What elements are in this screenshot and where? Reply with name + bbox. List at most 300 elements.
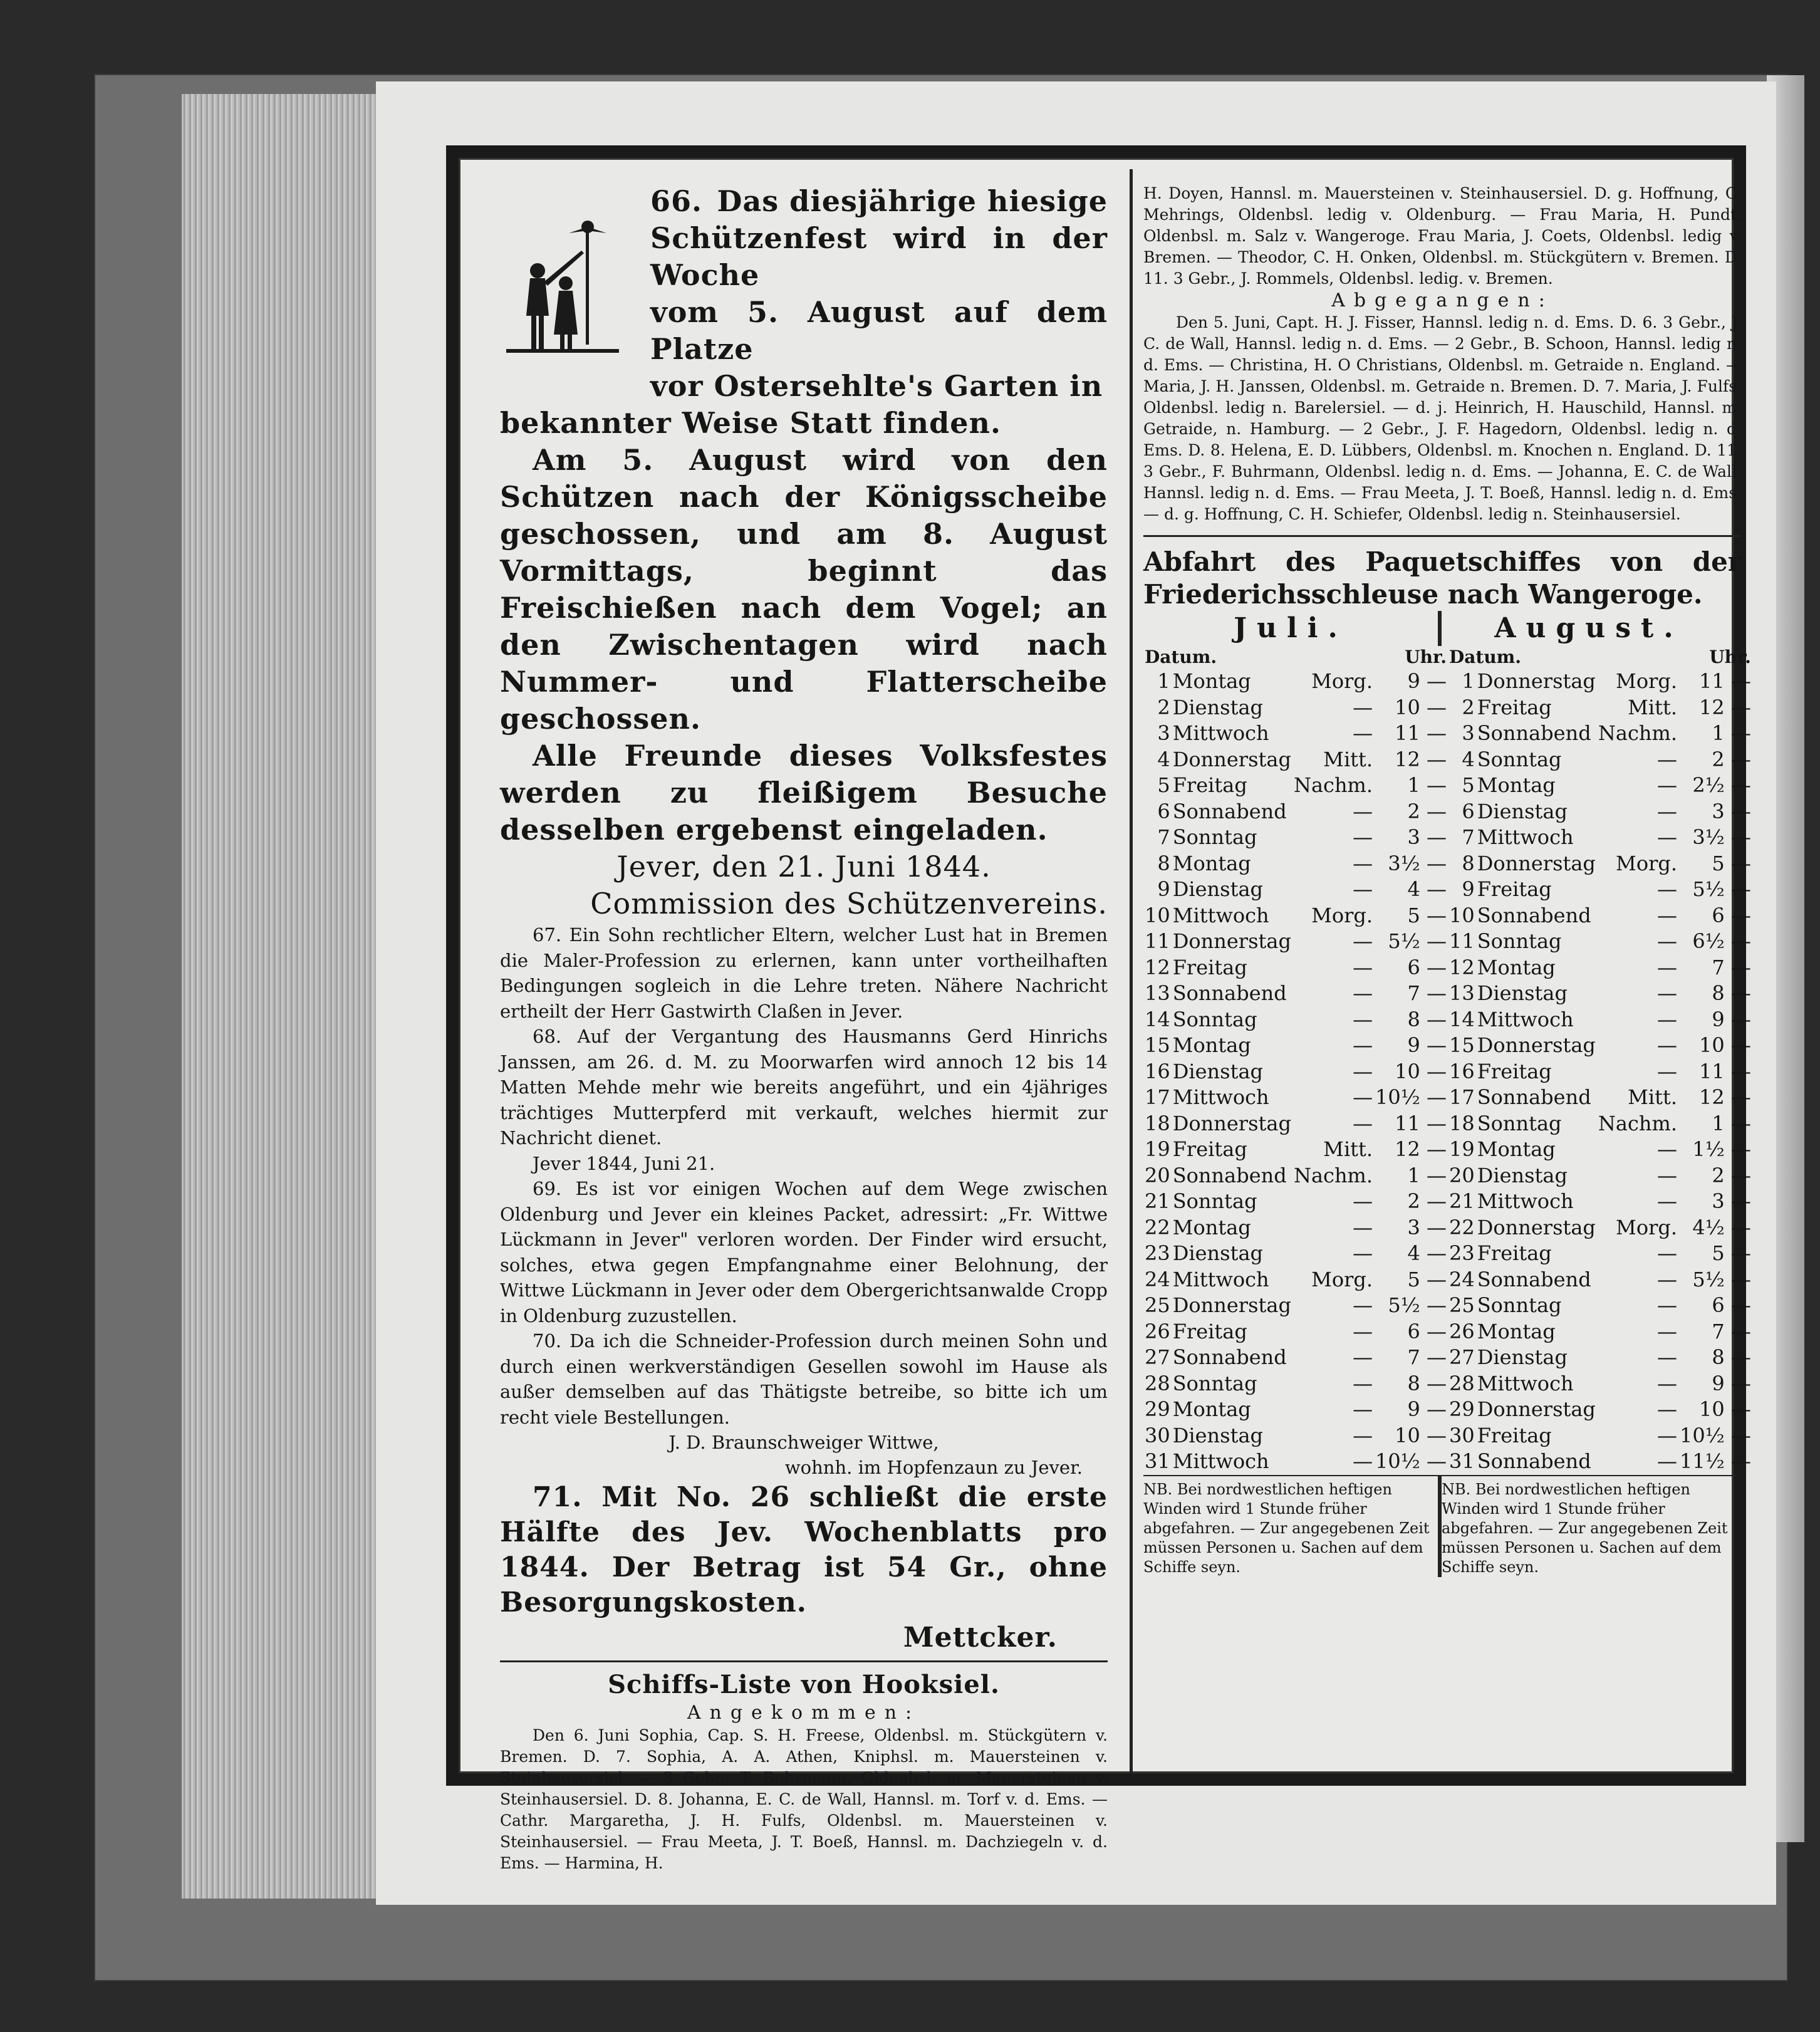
- table-header: [1143, 646, 1448, 669]
- hour: 2 —: [1407, 1189, 1447, 1213]
- table-row: [1448, 1085, 1752, 1111]
- day-number: 1: [1157, 669, 1170, 693]
- table-row: [1448, 1345, 1752, 1371]
- hour: 9 —: [1407, 669, 1447, 693]
- weekday: Sonntag: [1477, 1111, 1562, 1135]
- notice-line: Schützenfest wird in der Woche: [650, 221, 1108, 292]
- day-number: 31: [1145, 1449, 1170, 1473]
- day-number: 9: [1157, 877, 1170, 901]
- notice-paragraph: Am 5. August wird von den Schützen nach der Königsscheibe geschossen, und am 8. August Vormittags, beginnt das Freischießen nach dem Vogel; an den Zwischentagen wird nach Nummer- und Flatterscheibe geschossen.: [500, 443, 1108, 736]
- table-row: [1448, 1267, 1752, 1293]
- table-row: [1143, 1397, 1448, 1423]
- time-of-day: —: [1657, 1423, 1678, 1447]
- weekday: Donnerstag: [1477, 851, 1596, 875]
- time-of-day: —: [1353, 1111, 1373, 1135]
- day-number: 4: [1462, 747, 1475, 771]
- weekday: Sonnabend: [1477, 1267, 1591, 1291]
- table-row: [1143, 955, 1448, 981]
- col-uhr: Uhr.: [1405, 647, 1447, 667]
- hour: 1 —: [1407, 1163, 1447, 1187]
- hour: 5½ —: [1692, 1267, 1751, 1291]
- notice-68: 68. Auf der Vergantung des Hausmanns Gerd Hinrichs Janssen, am 26. d. M. zu Moorwarfen wird annoch 12 bis 14 Matten Mehde mehr wie bereits angeführt, und ein 4jähriges trächtiges Mutterpferd mit verkauft, welches hiermit zur Nachricht dienet.: [500, 1026, 1108, 1149]
- hour: 10 —: [1395, 1423, 1447, 1447]
- time-of-day: —: [1353, 929, 1373, 953]
- day-number: 19: [1145, 1137, 1170, 1161]
- day-number: 11: [1145, 929, 1170, 953]
- time-of-day: —: [1353, 1059, 1373, 1083]
- hour: 8 —: [1407, 1371, 1447, 1395]
- divider: [1143, 535, 1742, 537]
- hour: 9 —: [1712, 1371, 1751, 1395]
- table-row: [1143, 1449, 1448, 1475]
- hour: 3½ —: [1692, 825, 1751, 849]
- month-august: August.: [1494, 612, 1683, 644]
- weekday: Sonntag: [1477, 1293, 1562, 1317]
- table-row: [1448, 773, 1752, 799]
- weekday: Sonntag: [1172, 1007, 1257, 1031]
- day-number: 1: [1462, 669, 1475, 693]
- hour: 2 —: [1712, 747, 1751, 771]
- day-number: 2: [1157, 695, 1170, 719]
- day-number: 7: [1462, 825, 1475, 849]
- ships-departed-text: Den 5. Juni, Capt. H. J. Fisser, Hannsl. ledig n. d. Ems. D. 6. 3 Gebr., J. C. de Wall, Hannsl. ledig n. d. Ems. — 2 Gebr., B. Schoon, Hannsl. ledig n. d. Ems. — Christina, H. O Christians, Oldenbsl. m. Getraide n. England. — Maria, J. H. Janssen, Oldenbsl. m. Getraide n. Bremen. D. 7. Maria, J. Fulfs, Oldenbsl. ledig n. Barelersiel. — d. j. Heinrich, H. Hauschild, Hannsl. m. Getraide, n. Hamburg. — 2 Gebr., J. F. Hagedorn, Oldenbsl. ledig n. d. Ems. D. 8. Helena, E. D. Lübbers, Oldenbsl. m. Knochen n. England. D. 11. 3 Gebr., F. Buhrmann, Oldenbsl. ledig n. d. Ems. — Johanna, E. C. de Wall, Hannsl. ledig n. d. Ems. — Frau Meeta, J. T. Boeß, Hannsl. ledig n. d. Ems. — d. g. Hoffnung, C. H. Schiefer, Oldenbsl. ledig n. Steinhausersiel.: [1143, 313, 1742, 523]
- time-of-day: —: [1657, 773, 1678, 797]
- hour: 3½ —: [1388, 851, 1447, 875]
- time-of-day: —: [1657, 799, 1678, 823]
- table-row: [1448, 1397, 1752, 1423]
- marksmen-vignette-icon: [500, 208, 625, 358]
- time-of-day: —: [1657, 1163, 1678, 1187]
- time-of-day: —: [1353, 1397, 1373, 1421]
- table-row: [1448, 929, 1752, 955]
- weekday: Dienstag: [1172, 877, 1263, 901]
- time-of-day: Nachm.: [1598, 1111, 1678, 1135]
- time-of-day: —: [1353, 1085, 1373, 1109]
- hour: 7 —: [1407, 1345, 1447, 1369]
- hour: 10 —: [1699, 1033, 1751, 1057]
- hour: 7 —: [1712, 1319, 1751, 1343]
- weekday: Dienstag: [1172, 695, 1263, 719]
- table-row: [1143, 1033, 1448, 1059]
- weekday: Freitag: [1172, 773, 1247, 797]
- table-row: [1143, 1163, 1448, 1189]
- hour: 12 —: [1395, 747, 1447, 771]
- ships-arrived-text: Den 6. Juni Sophia, Cap. S. H. Freese, Oldenbsl. m. Stückgütern v. Bremen. D. 7. Sophia, A. A. Athen, Kniphsl. m. Mauersteinen v. Steinhausersiel. — 3 Gebr., T. Buhrmann, Oldenbsl. m. Mauersteinen v. Steinhausersiel. D. 8. Johanna, E. C. de Wall, Hannsl. m. Torf v. d. Ems. — Cathr. Margaretha, J. H. Fulfs, Oldenbsl. m. Mauersteinen v. Steinhausersiel. — Frau Meeta, J. T. Boeß, Hannsl. m. Dachziegeln v. d. Ems. — Harmina, H.: [500, 1726, 1108, 1872]
- weekday: Dienstag: [1477, 1163, 1568, 1187]
- timetable-august: [1448, 646, 1752, 1475]
- day-number: 9: [1462, 877, 1475, 901]
- day-number: 3: [1157, 721, 1170, 745]
- weekday: Mittwoch: [1172, 1449, 1269, 1473]
- weekday: Mittwoch: [1172, 1267, 1269, 1291]
- hour: 9 —: [1407, 1397, 1447, 1421]
- notice-line: vom 5. August auf dem Platze: [650, 295, 1108, 366]
- divider: [500, 1660, 1108, 1662]
- table-row: [1448, 877, 1752, 903]
- day-number: 29: [1145, 1397, 1170, 1421]
- weekday: Sonntag: [1477, 929, 1562, 953]
- table-row: [1143, 981, 1448, 1007]
- weekday: Dienstag: [1477, 1345, 1568, 1369]
- notice-70-address: wohnh. im Hopfenzaun zu Jever.: [784, 1457, 1083, 1478]
- table-row: [1143, 1241, 1448, 1267]
- hour: 1 —: [1407, 773, 1447, 797]
- weekday: Sonnabend: [1172, 799, 1287, 823]
- right-column: [1143, 183, 1751, 1762]
- time-of-day: —: [1657, 1293, 1678, 1317]
- weekday: Montag: [1172, 1215, 1251, 1239]
- day-number: 12: [1145, 955, 1170, 979]
- day-number: 18: [1145, 1111, 1170, 1135]
- ships-departed-heading: Abgegangen:: [1331, 289, 1554, 311]
- col-datum: Datum.: [1145, 647, 1217, 667]
- time-of-day: Nachm.: [1293, 1163, 1373, 1187]
- time-of-day: Mitt.: [1323, 747, 1373, 771]
- notice-line: bekannter Weise Statt finden.: [500, 406, 1001, 440]
- table-row: [1143, 1215, 1448, 1241]
- table-row: [1448, 903, 1752, 929]
- day-number: 28: [1145, 1371, 1170, 1395]
- day-number: 14: [1448, 1007, 1475, 1031]
- notice-71: 71. Mit No. 26 schließt die erste Hälfte des Jev. Wochenblatts pro 1844. Der Betrag ist 54 Gr., ohne Besorgungskosten.: [500, 1481, 1108, 1618]
- weekday: Dienstag: [1172, 1423, 1263, 1447]
- table-row: [1143, 1423, 1448, 1449]
- weekday: Mittwoch: [1477, 1007, 1574, 1031]
- hour: 4½ —: [1692, 1215, 1751, 1239]
- table-row: [1143, 773, 1448, 799]
- weekday: Dienstag: [1172, 1241, 1263, 1265]
- left-column: [500, 183, 1108, 1872]
- weekday: Sonnabend: [1172, 1163, 1287, 1187]
- time-of-day: —: [1353, 1371, 1373, 1395]
- page-edges: [182, 94, 390, 1899]
- day-number: 20: [1448, 1163, 1475, 1187]
- hour: 8 —: [1712, 1345, 1751, 1369]
- weekday: Dienstag: [1172, 1059, 1263, 1083]
- table-row: [1143, 1293, 1448, 1319]
- day-number: 12: [1448, 955, 1475, 979]
- day-number: 23: [1145, 1241, 1170, 1265]
- hour: 1 —: [1712, 1111, 1751, 1135]
- table-row: [1448, 981, 1752, 1007]
- time-of-day: —: [1353, 1215, 1373, 1239]
- weekday: Sonntag: [1172, 825, 1257, 849]
- hour: 10½ —: [1680, 1423, 1751, 1447]
- hour: 11 —: [1395, 1111, 1447, 1135]
- weekday: Montag: [1477, 773, 1556, 797]
- table-row: [1448, 1423, 1752, 1449]
- table-row: [1448, 695, 1752, 721]
- day-number: 5: [1462, 773, 1475, 797]
- hour: 3 —: [1407, 825, 1447, 849]
- notice-line: vor Ostersehlte's Garten in: [650, 369, 1103, 403]
- weekday: Sonntag: [1172, 1189, 1257, 1213]
- time-of-day: —: [1657, 1267, 1678, 1291]
- table-row: [1143, 1007, 1448, 1033]
- day-number: 25: [1145, 1293, 1170, 1317]
- weekday: Sonnabend: [1477, 1449, 1591, 1473]
- time-of-day: —: [1353, 825, 1373, 849]
- hour: 5½ —: [1692, 877, 1751, 901]
- day-number: 7: [1157, 825, 1170, 849]
- table-row: [1448, 1007, 1752, 1033]
- day-number: 13: [1145, 981, 1170, 1005]
- weekday: Freitag: [1172, 1137, 1247, 1161]
- hour: 10 —: [1699, 1397, 1751, 1421]
- hour: 12 —: [1395, 1137, 1447, 1161]
- hour: 2½ —: [1692, 773, 1751, 797]
- hour: 7 —: [1712, 955, 1751, 979]
- weekday: Donnerstag: [1172, 747, 1291, 771]
- weekday: Sonntag: [1477, 747, 1562, 771]
- time-of-day: Morg.: [1616, 851, 1678, 875]
- hour: 2 —: [1712, 1163, 1751, 1187]
- table-row: [1448, 1059, 1752, 1085]
- day-number: 24: [1448, 1267, 1475, 1291]
- time-of-day: Morg.: [1311, 1267, 1373, 1291]
- time-of-day: —: [1353, 1033, 1373, 1057]
- hour: 9 —: [1407, 1033, 1447, 1057]
- weekday: Freitag: [1477, 695, 1552, 719]
- hour: 3 —: [1712, 799, 1751, 823]
- hour: 11 —: [1699, 1059, 1751, 1083]
- day-number: 28: [1448, 1371, 1475, 1395]
- day-number: 21: [1145, 1189, 1170, 1213]
- table-row: [1448, 1241, 1752, 1267]
- time-of-day: —: [1353, 1241, 1373, 1265]
- timetable-juli: [1143, 646, 1448, 1475]
- col-datum: Datum.: [1448, 647, 1522, 667]
- weekday: Freitag: [1477, 1059, 1552, 1083]
- table-row: [1143, 825, 1448, 851]
- weekday: Mittwoch: [1172, 721, 1269, 745]
- time-of-day: —: [1657, 1241, 1678, 1265]
- hour: 11 —: [1395, 721, 1447, 745]
- hour: 11½ —: [1680, 1449, 1751, 1473]
- notice-68-date: Jever 1844, Juni 21.: [533, 1152, 715, 1174]
- table-row: [1448, 1371, 1752, 1397]
- day-number: 19: [1448, 1137, 1475, 1161]
- day-number: 22: [1448, 1215, 1475, 1239]
- day-number: 26: [1448, 1319, 1475, 1343]
- weekday: Montag: [1172, 1033, 1251, 1057]
- hour: 6 —: [1712, 903, 1751, 927]
- day-number: 24: [1145, 1267, 1170, 1291]
- weekday: Mittwoch: [1172, 1085, 1269, 1109]
- table-row: [1448, 799, 1752, 825]
- table-row: [1448, 1319, 1752, 1345]
- table-row: [1448, 721, 1752, 747]
- time-of-day: —: [1657, 1059, 1678, 1083]
- time-of-day: —: [1657, 981, 1678, 1005]
- notice-paragraph: Alle Freunde dieses Volksfestes werden zu fleißigem Besuche desselben ergebenst eingeladen.: [500, 739, 1108, 847]
- day-number: 21: [1448, 1189, 1475, 1213]
- weekday: Montag: [1172, 669, 1251, 693]
- weekday: Donnerstag: [1477, 1033, 1596, 1057]
- month-juli: Juli.: [1234, 612, 1348, 644]
- time-of-day: —: [1657, 1137, 1678, 1161]
- hour: 5 —: [1407, 1267, 1447, 1291]
- hour: 2 —: [1407, 799, 1447, 823]
- weekday: Sonnabend: [1477, 721, 1591, 745]
- day-number: 15: [1448, 1033, 1475, 1057]
- table-row: [1448, 1033, 1752, 1059]
- hour: 5½ —: [1388, 929, 1447, 953]
- column-rule: [1130, 169, 1133, 1773]
- ships-arrived-continued: H. Doyen, Hannsl. m. Mauersteinen v. Steinhausersiel. D. g. Hoffnung, C. Mehrings, Oldenbsl. ledig v. Oldenburg. — Frau Maria, H. Pundt, Oldenbsl. m. Salz v. Wangeroge. Frau Maria, J. Coets, Oldenbsl. ledig v. Bremen. — Theodor, C. H. Onken, Oldenbsl. m. Stückgütern v. Bremen. D. 11. 3 Gebr., J. Rommels, Oldenbsl. ledig. v. Bremen.: [1143, 184, 1742, 288]
- table-row: [1448, 1189, 1752, 1215]
- time-of-day: —: [1353, 1345, 1373, 1369]
- time-of-day: —: [1353, 1319, 1373, 1343]
- table-row: [1143, 799, 1448, 825]
- ships-arrived-heading: Angekommen:: [687, 1702, 921, 1724]
- weekday: Freitag: [1477, 1241, 1552, 1265]
- time-of-day: —: [1657, 1189, 1678, 1213]
- day-number: 30: [1448, 1423, 1475, 1447]
- notice-signature: Commission des Schützenvereins.: [590, 887, 1108, 920]
- day-number: 5: [1157, 773, 1170, 797]
- hour: 6 —: [1407, 955, 1447, 979]
- notice-71-signature: Mettcker.: [903, 1622, 1058, 1654]
- time-of-day: —: [1657, 1033, 1678, 1057]
- note-juli: NB. Bei nordwestlichen heftigen Winden wird 1 Stunde früher abgefahren. — Zur angegebenen Zeit müssen Personen u. Sachen auf dem Schiffe seyn.: [1143, 1475, 1438, 1577]
- table-row: [1448, 747, 1752, 773]
- weekday: Mittwoch: [1477, 825, 1574, 849]
- notice-line: Das diesjährige hiesige: [717, 184, 1108, 218]
- weekday: Dienstag: [1477, 981, 1568, 1005]
- day-number: 8: [1157, 851, 1170, 875]
- weekday: Donnerstag: [1172, 929, 1291, 953]
- day-number: 31: [1448, 1449, 1475, 1473]
- notice-70: 70. Da ich die Schneider-Profession durch meinen Sohn und durch einen werkverständigen Gesellen sowohl im Hause als außer demselben auf das Thätigste betreibe, so bitte ich um recht viele Bestellungen.: [500, 1330, 1108, 1428]
- time-of-day: Mitt.: [1323, 1137, 1373, 1161]
- table-row: [1448, 1215, 1752, 1241]
- hour: 6½ —: [1692, 929, 1751, 953]
- table-row: [1143, 721, 1448, 747]
- day-number: 29: [1448, 1397, 1475, 1421]
- hour: 6 —: [1712, 1293, 1751, 1317]
- table-row: [1143, 695, 1448, 721]
- notice-number: 66.: [650, 184, 703, 218]
- time-of-day: —: [1657, 903, 1678, 927]
- time-of-day: Nachm.: [1598, 721, 1678, 745]
- time-of-day: —: [1353, 1293, 1373, 1317]
- time-of-day: —: [1353, 721, 1373, 745]
- weekday: Dienstag: [1477, 799, 1568, 823]
- day-number: 15: [1145, 1033, 1170, 1057]
- notice-67: 67. Ein Sohn rechtlicher Eltern, welcher Lust hat in Bremen die Maler-Profession zu erlernen, kann unter vortheilhaften Bedingungen sogleich in die Lehre treten. Nähere Nachricht ertheilt der Herr Gastwirth Claßen in Jever.: [500, 924, 1108, 1022]
- table-row: [1448, 955, 1752, 981]
- time-of-day: —: [1657, 1007, 1678, 1031]
- weekday: Sonntag: [1172, 1371, 1257, 1395]
- weekday: Montag: [1172, 851, 1251, 875]
- weekday: Montag: [1477, 955, 1556, 979]
- time-of-day: —: [1657, 955, 1678, 979]
- table-row: [1143, 1137, 1448, 1163]
- day-number: 8: [1462, 851, 1475, 875]
- day-number: 17: [1145, 1085, 1170, 1109]
- weekday: Sonnabend: [1172, 981, 1287, 1005]
- table-header: [1448, 646, 1752, 669]
- day-number: 25: [1448, 1293, 1475, 1317]
- notice-date: Jever, den 21. Juni 1844.: [616, 850, 991, 883]
- table-row: [1143, 1345, 1448, 1371]
- hour: 9 —: [1712, 1007, 1751, 1031]
- table-row: [1143, 877, 1448, 903]
- hour: 11 —: [1699, 669, 1751, 693]
- hour: 1½ —: [1692, 1137, 1751, 1161]
- time-of-day: —: [1353, 1189, 1373, 1213]
- notice-70-signature: J. D. Braunschweiger Wittwe,: [668, 1432, 939, 1453]
- table-row: [1143, 1085, 1448, 1111]
- table-row: [1448, 851, 1752, 877]
- time-of-day: —: [1353, 1423, 1373, 1447]
- hour: 5 —: [1712, 851, 1751, 875]
- weekday: Montag: [1172, 1397, 1251, 1421]
- weekday: Freitag: [1477, 877, 1552, 901]
- day-number: 4: [1157, 747, 1170, 771]
- time-of-day: —: [1657, 1371, 1678, 1395]
- weekday: Donnerstag: [1477, 1215, 1596, 1239]
- weekday: Donnerstag: [1172, 1111, 1291, 1135]
- time-of-day: —: [1657, 747, 1678, 771]
- table-row: [1143, 903, 1448, 929]
- time-of-day: —: [1657, 1345, 1678, 1369]
- day-number: 3: [1462, 721, 1475, 745]
- day-number: 16: [1145, 1059, 1170, 1083]
- hour: 3 —: [1712, 1189, 1751, 1213]
- timetable-title: Abfahrt des Paquetschiffes von der Friederichsschleuse nach Wangeroge.: [1143, 546, 1742, 610]
- hour: 12 —: [1699, 1085, 1751, 1109]
- weekday: Mittwoch: [1172, 903, 1269, 927]
- table-row: [1448, 669, 1752, 695]
- table-row: [1143, 929, 1448, 955]
- time-of-day: Morg.: [1311, 903, 1373, 927]
- day-number: 27: [1448, 1345, 1475, 1369]
- day-number: 6: [1157, 799, 1170, 823]
- time-of-day: Morg.: [1616, 1215, 1678, 1239]
- table-row: [1143, 1059, 1448, 1085]
- day-number: 16: [1448, 1059, 1475, 1083]
- hour: 5 —: [1407, 903, 1447, 927]
- hour: 5 —: [1712, 1241, 1751, 1265]
- hour: 5½ —: [1388, 1293, 1447, 1317]
- table-row: [1143, 1371, 1448, 1397]
- time-of-day: Nachm.: [1293, 773, 1373, 797]
- day-number: 11: [1448, 929, 1475, 953]
- day-number: 6: [1462, 799, 1475, 823]
- table-row: [1448, 825, 1752, 851]
- table-row: [1448, 1449, 1752, 1475]
- time-of-day: —: [1657, 929, 1678, 953]
- day-number: 13: [1448, 981, 1475, 1005]
- day-number: 18: [1448, 1111, 1475, 1135]
- time-of-day: —: [1657, 1319, 1678, 1343]
- weekday: Sonnabend: [1477, 903, 1591, 927]
- time-of-day: —: [1657, 877, 1678, 901]
- time-of-day: —: [1353, 1449, 1373, 1473]
- time-of-day: —: [1657, 1449, 1678, 1473]
- day-number: 22: [1145, 1215, 1170, 1239]
- day-number: 30: [1145, 1423, 1170, 1447]
- time-of-day: —: [1353, 1007, 1373, 1031]
- table-row: [1143, 1319, 1448, 1345]
- time-of-day: —: [1657, 1397, 1678, 1421]
- table-row: [1143, 669, 1448, 695]
- table-row: [1448, 1137, 1752, 1163]
- day-number: 17: [1448, 1085, 1475, 1109]
- hour: 3 —: [1407, 1215, 1447, 1239]
